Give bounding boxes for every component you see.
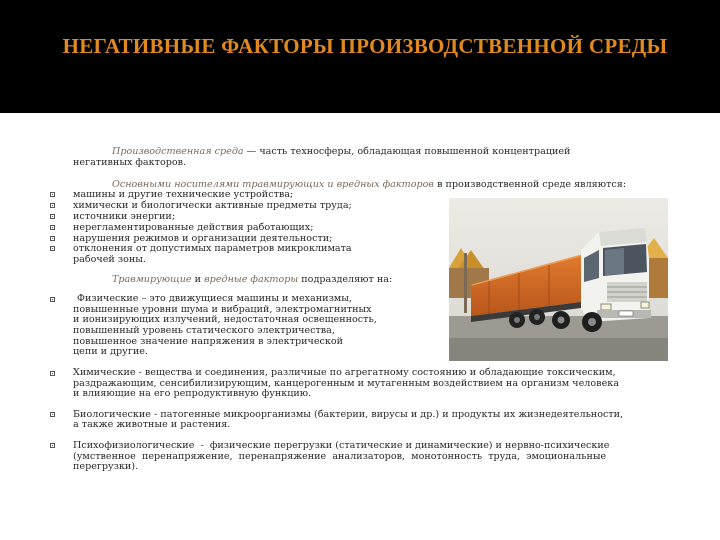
truck-photo xyxy=(449,198,668,361)
chemical-line: Химические - вещества и соединения, различные по агрегатному состоянию и обладающие токсическим, xyxy=(73,367,616,378)
carriers-intro-text: в производственной среде являются: xyxy=(434,179,627,190)
bullet-icon xyxy=(50,246,55,251)
carrier-item: нарушения режимов и организации деятельности; xyxy=(73,233,333,244)
psycho-line: Психофизиологические - физические перегрузки (статические и динамические) и нервно-психические xyxy=(73,440,610,451)
bullet-icon xyxy=(50,214,55,219)
bullet-icon xyxy=(50,371,55,376)
carrier-item: нерегламентированные действия работающих; xyxy=(73,222,314,233)
bullet-icon xyxy=(50,236,55,241)
division-italic-1: Травмирующие xyxy=(112,274,192,285)
physical-line: цепи и другие. xyxy=(73,346,148,357)
psycho-line: перегрузки). xyxy=(73,461,139,472)
definition-term: Производственная среда xyxy=(112,146,244,157)
carrier-tail: рабочей зоны. xyxy=(73,254,146,265)
division-italic-2: вредные факторы xyxy=(204,274,299,285)
physical-line: повышенное значение напряжения в электрической xyxy=(73,336,344,347)
carrier-item: химически и биологически активные предметы труда; xyxy=(73,200,352,211)
physical-line: повышенный уровень статического электричества, xyxy=(73,325,335,336)
chemical-line: раздражающим, сенсибилизирующим, канцерогенным и мутагенным воздействием на организм человека xyxy=(73,378,619,389)
bullet-icon xyxy=(50,443,55,448)
bullet-icon xyxy=(50,412,55,417)
bullet-icon xyxy=(50,225,55,230)
biological-line: а также животные и растения. xyxy=(73,419,231,430)
biological-line: Биологические - патогенные микроорганизмы (бактерии, вирусы и др.) и продукты их жизнедеятельности, xyxy=(73,409,624,420)
carrier-item: источники энергии; xyxy=(73,211,176,222)
physical-line: Физические – это движущиеся машины и механизмы, xyxy=(77,293,352,304)
definition-line-1 xyxy=(112,147,672,158)
definition-text: — часть техносферы, обладающая повышенной концентрацией xyxy=(243,146,571,157)
physical-line: повышенные уровни шума и вибраций, электромагнитных xyxy=(73,304,372,315)
physical-line: и ионизирующих излучений, недостаточная освещенность, xyxy=(73,314,377,325)
bullet-icon xyxy=(50,203,55,208)
division-mid: и xyxy=(191,274,205,285)
bullet-icon xyxy=(50,297,55,302)
division-text: подразделяют на: xyxy=(298,274,393,285)
division-line xyxy=(112,275,392,286)
definition-line-2: негативных факторов. xyxy=(73,157,187,168)
bullet-icon xyxy=(50,192,55,197)
carrier-item: машины и другие технические устройства; xyxy=(73,189,294,200)
carriers-intro-italic: Основными носителями травмирующих и вредных факторов xyxy=(112,179,435,190)
chemical-line: и влияющие на его репродуктивную функцию. xyxy=(73,388,312,399)
psycho-line: (умственное перенапряжение, перенапряжение анализаторов, монотонность труда, эмоциональные xyxy=(73,451,607,462)
carrier-item: отклонения от допустимых параметров микроклимата xyxy=(73,243,352,254)
slide-title: НЕГАТИВНЫЕ ФАКТОРЫ ПРОИЗВОДСТВЕННОЙ СРЕДЫ xyxy=(62,34,668,58)
